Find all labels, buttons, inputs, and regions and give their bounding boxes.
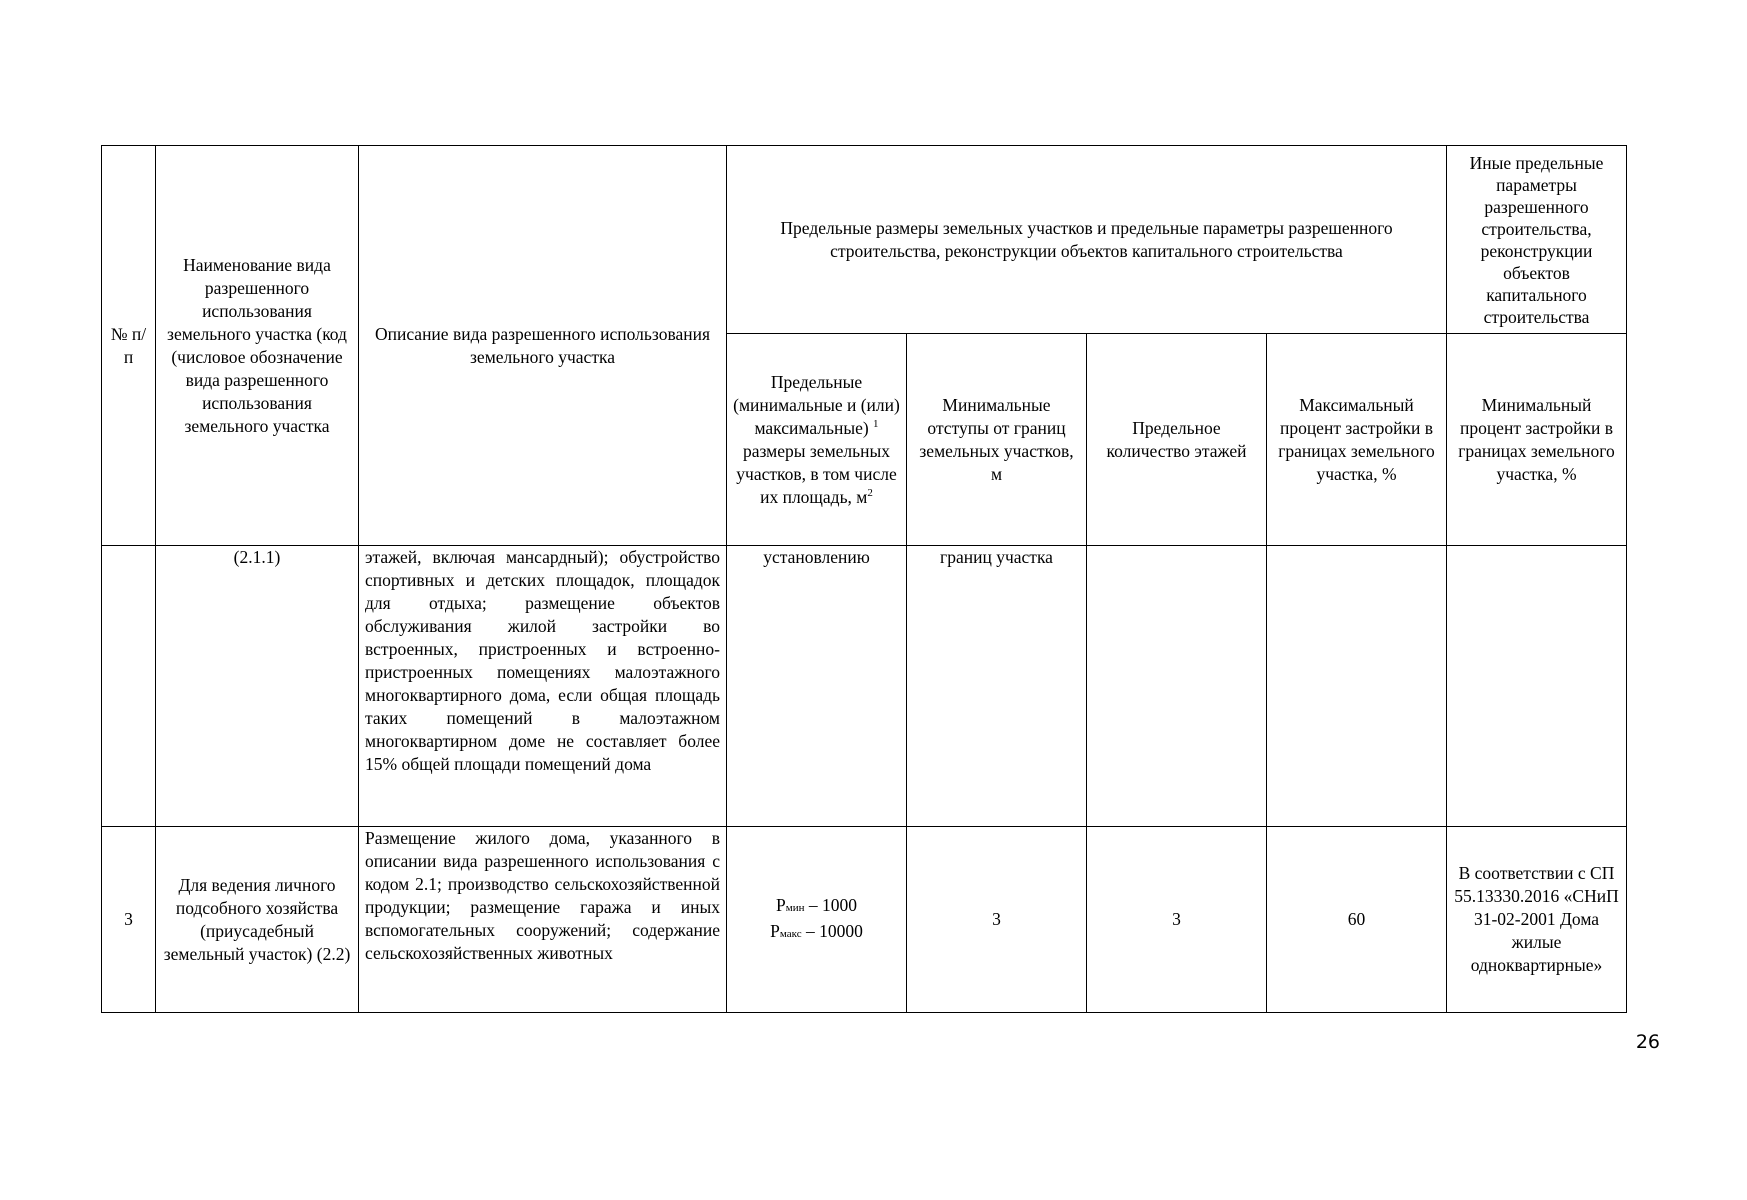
- row-floors: 3: [1087, 827, 1267, 1013]
- row-max-coverage: [1267, 546, 1447, 827]
- row-max-coverage: 60: [1267, 827, 1447, 1013]
- row-name: Для ведения личного подсобного хозяйства (приусадебный земельный участок) (2.2): [156, 827, 359, 1013]
- header-description: Описание вида разрешенного использования земельного участка: [359, 146, 727, 546]
- row-description: этажей, включая мансардный); обустройство спортивных и детских площадок, площадок для отдыха; размещение объектов обслуживания жилой застройки во встроенных, пристроенных и встроенно-пристроенных помещениях малоэтажного многоквартирного дома, если общая площадь таких помещений в малоэтажном многоквартирном доме не составляет более 15% общей площади помещений дома: [359, 546, 727, 827]
- header-row-top: [102, 146, 1627, 334]
- row-setbacks: 3: [907, 827, 1087, 1013]
- header-name: Наименование вида разрешенного использования земельного участка (код (числовое обозначение вида разрешенного использования земельного участка: [156, 146, 359, 546]
- header-limits-group: Предельные размеры земельных участков и предельные параметры разрешенного строительства, реконструкции объектов капитального строительства: [727, 146, 1447, 334]
- row-min-coverage: [1447, 546, 1627, 827]
- row-setbacks: границ участка: [907, 546, 1087, 827]
- header-min-coverage: Минимальный процент застройки в границах земельного участка, %: [1447, 334, 1627, 546]
- row-description: Размещение жилого дома, указанного в описании вида разрешенного использования с кодом 2.1; производство сельскохозяйственной продукции; размещение гаража и иных вспомогательных сооружений; содержание сельскохозяйственных животных: [359, 827, 727, 1013]
- header-setbacks: Минимальные отступы от границ земельных участков, м: [907, 334, 1087, 546]
- header-max-coverage: Максимальный процент застройки в границах земельного участка, %: [1267, 334, 1447, 546]
- row-floors: [1087, 546, 1267, 827]
- header-floors: Предельное количество этажей: [1087, 334, 1267, 546]
- table-row: [102, 546, 1627, 827]
- header-other-params: Иные предельные параметры разрешенного строительства, реконструкции объектов капитального строительства: [1447, 146, 1627, 334]
- header-num: № п/п: [102, 146, 156, 546]
- header-plot-size: Предельные (минимальные и (или) максимальные) $^1$ размеры земельных участков, в том числе их площадь, $м^2$: [727, 334, 907, 546]
- row-plot-size: [727, 827, 907, 1013]
- table-row: [102, 827, 1627, 1013]
- plot-size-max: Pмакс – 10000: [770, 920, 863, 941]
- row-num: 3: [102, 827, 156, 1013]
- row-num: [102, 546, 156, 827]
- row-name: (2.1.1): [156, 546, 359, 827]
- row-min-coverage: В соответствии с СП 55.13330.2016 «СНиП 31-02-2001 Дома жилые одноквартирные»: [1447, 827, 1627, 1013]
- zoning-parameters-table: [101, 145, 1627, 1013]
- page-number: 26: [1635, 1031, 1660, 1053]
- plot-size-min: Pмин – 1000: [776, 894, 857, 915]
- row-plot-size: установлению: [727, 546, 907, 827]
